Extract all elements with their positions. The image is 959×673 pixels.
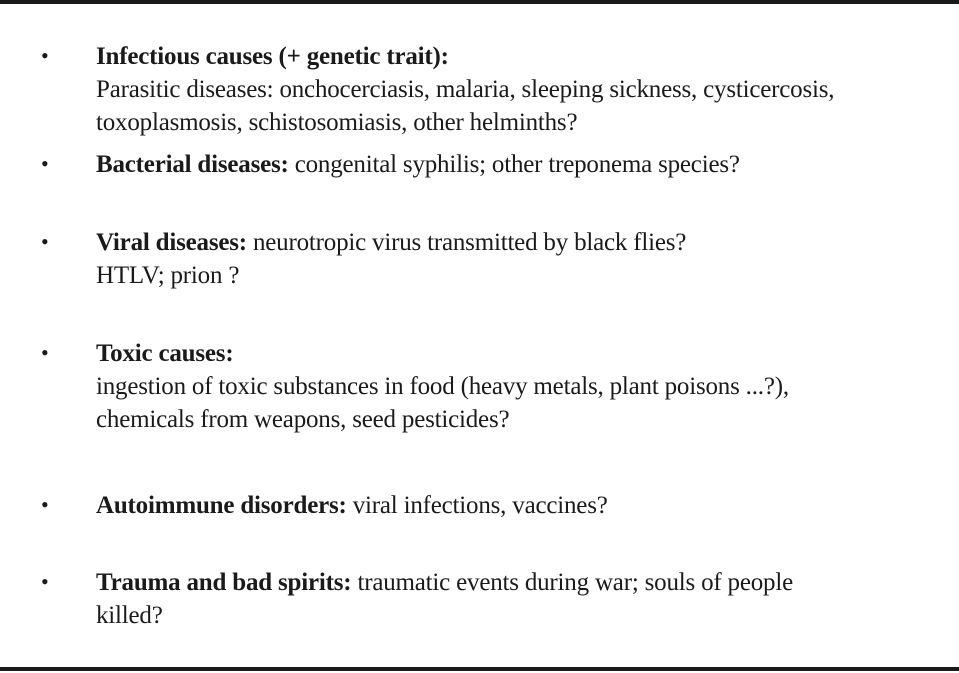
bullet-marker: • (41, 229, 49, 254)
item-line: killed? (96, 602, 163, 629)
item-line: Parasitic diseases: onchocerciasis, malaria, sleeping sickness, cysticercosis, (96, 76, 835, 103)
item-heading-line (96, 226, 946, 259)
item-text (96, 226, 946, 292)
top-border-rule (0, 0, 959, 4)
bullet-marker: • (41, 151, 49, 176)
bullet-marker: • (41, 569, 49, 594)
item-text (96, 337, 946, 436)
bullet-marker: • (41, 43, 49, 68)
item-heading-line (96, 489, 946, 522)
item-heading-line (96, 337, 946, 370)
item-heading: Bacterial diseases: (96, 151, 289, 178)
item-text (96, 148, 946, 181)
item-line: HTLV; prion ? (96, 262, 240, 289)
item-line: toxoplasmosis, schistosomiasis, other helminths? (96, 109, 578, 136)
bottom-border-rule (0, 667, 959, 671)
item-rest: viral infections, vaccines? (346, 492, 608, 519)
item-text (96, 489, 946, 522)
bullet-marker: • (41, 492, 49, 517)
item-heading-line (96, 40, 946, 73)
item-heading-line (96, 148, 946, 181)
item-heading: Viral diseases: (96, 229, 247, 256)
item-heading: Trauma and bad spirits: (96, 569, 352, 596)
item-line: ingestion of toxic substances in food (heavy metals, plant poisons ...?), (96, 373, 789, 400)
item-line: chemicals from weapons, seed pesticides? (96, 406, 510, 433)
item-text (96, 566, 946, 632)
item-rest: neurotropic virus transmitted by black flies? (246, 229, 687, 256)
item-text (96, 40, 946, 139)
bullet-marker: • (41, 340, 49, 365)
item-heading: Autoimmune disorders: (96, 492, 347, 519)
item-heading-line (96, 566, 946, 599)
item-rest: traumatic events during war; souls of people (351, 569, 793, 596)
item-heading: Toxic causes: (96, 340, 234, 367)
item-heading: Infectious causes (+ genetic trait): (96, 43, 449, 70)
item-rest: congenital syphilis; other treponema species? (288, 151, 740, 178)
